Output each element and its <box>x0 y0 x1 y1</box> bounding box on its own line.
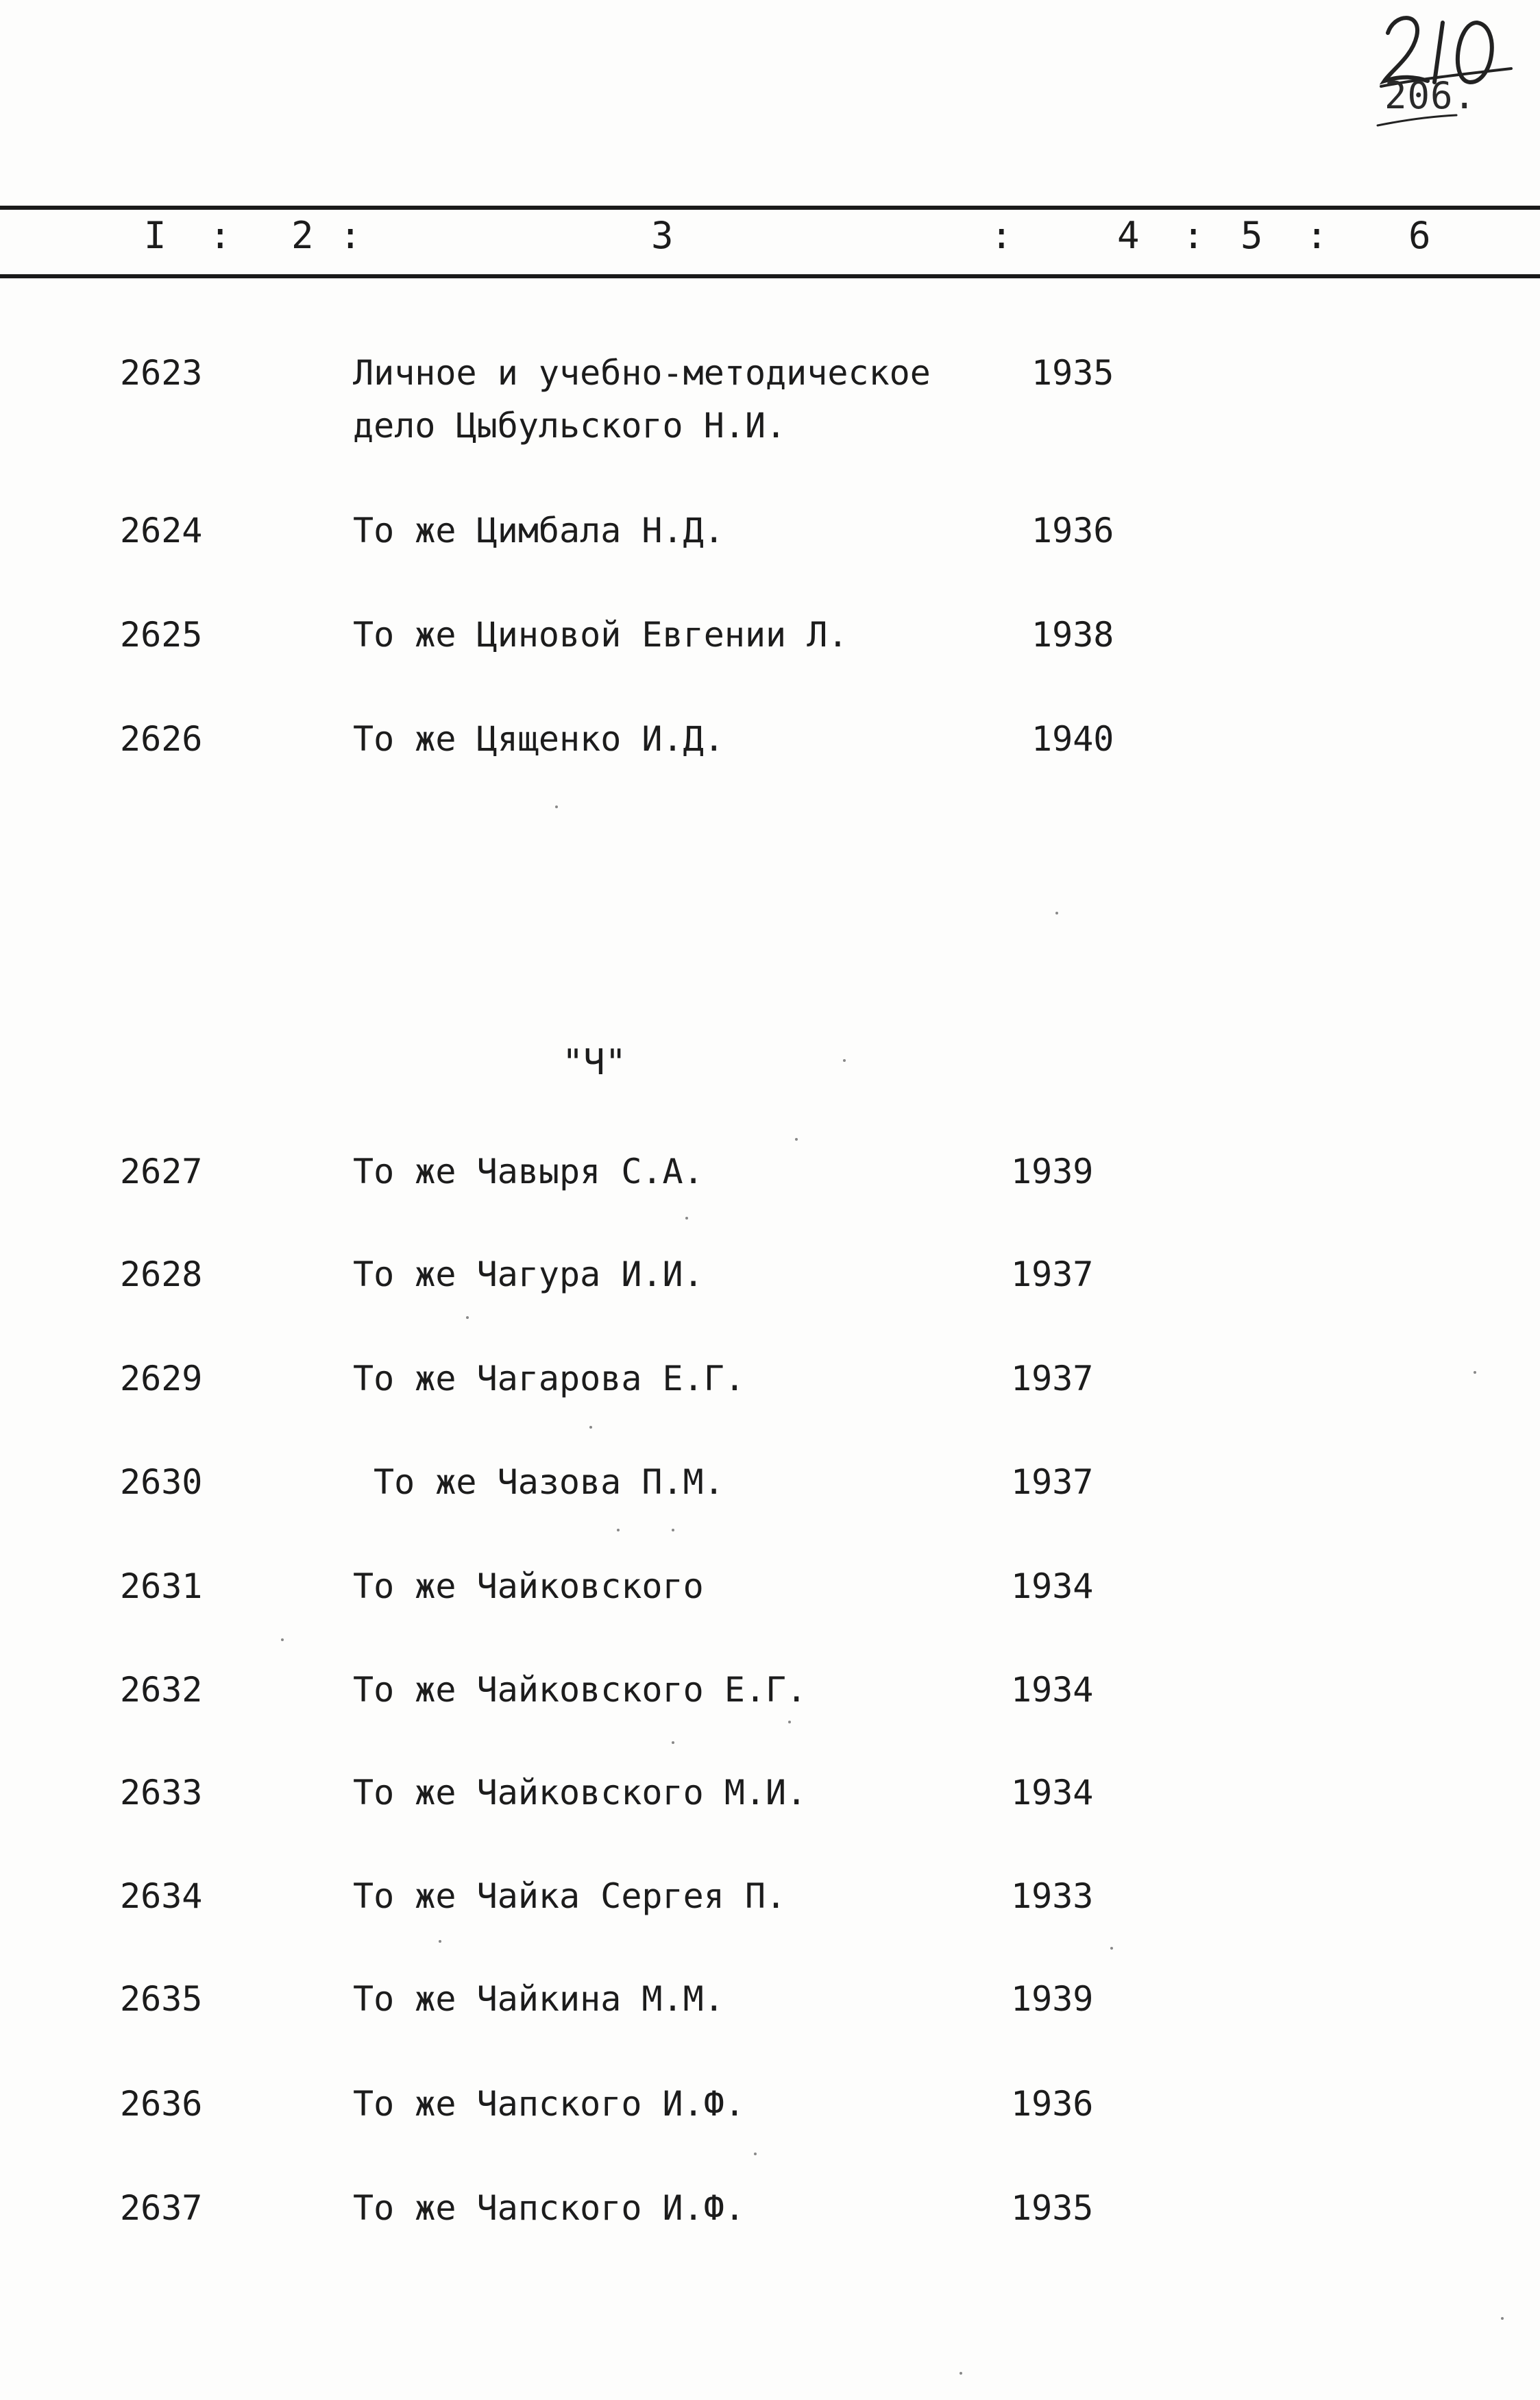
item-year: 1937 <box>1011 1254 1094 1294</box>
column-header-row <box>0 214 1540 269</box>
item-number: 2637 <box>120 2188 203 2228</box>
typed-page-number: 206. <box>1384 74 1477 117</box>
item-number: 2636 <box>120 2084 203 2124</box>
item-number: 2635 <box>120 1979 203 2019</box>
item-title: То же Чазова П.М. <box>374 1462 724 1502</box>
column-header-3: 3 <box>651 214 674 257</box>
list-item <box>0 1152 1540 1207</box>
item-title: Личное и учебно-методическое <box>353 353 931 393</box>
list-item <box>0 1359 1540 1414</box>
column-separator: : <box>339 214 362 257</box>
list-item <box>0 1254 1540 1309</box>
item-number: 2623 <box>120 353 203 393</box>
column-separator: : <box>1182 214 1205 257</box>
item-title: То же Циновой Евгении Л. <box>353 615 848 655</box>
list-item <box>0 511 1540 566</box>
column-header-2: 2 <box>291 214 314 257</box>
item-number: 2624 <box>120 511 203 550</box>
item-number: 2628 <box>120 1254 203 1294</box>
item-year: 1940 <box>1031 719 1114 759</box>
section-heading: "Ч" <box>562 1042 626 1083</box>
item-title: То же Чайковского Е.Г. <box>353 1670 807 1710</box>
item-title: То же Чапского И.Ф. <box>353 2188 745 2228</box>
list-item <box>0 1876 1540 1931</box>
item-title: То же Цященко И.Д. <box>353 719 724 759</box>
list-item <box>0 1566 1540 1621</box>
item-year: 1934 <box>1011 1773 1094 1813</box>
item-year: 1939 <box>1011 1979 1094 2019</box>
item-number: 2630 <box>120 1462 203 1502</box>
item-title: То же Чапского И.Ф. <box>353 2084 745 2124</box>
item-year: 1937 <box>1011 1359 1094 1398</box>
item-title-continuation: дело Цыбульского Н.И. <box>353 406 787 446</box>
column-header-5: 5 <box>1240 214 1263 257</box>
item-year: 1938 <box>1031 615 1114 655</box>
item-title: То же Чайковского <box>353 1566 704 1606</box>
item-number: 2629 <box>120 1359 203 1398</box>
item-number: 2631 <box>120 1566 203 1606</box>
item-title: То же Чайковского М.И. <box>353 1773 807 1813</box>
item-number: 2627 <box>120 1152 203 1191</box>
header-top-rule <box>0 206 1540 210</box>
item-number: 2626 <box>120 719 203 759</box>
item-title: То же Чагарова Е.Г. <box>353 1359 745 1398</box>
item-year: 1937 <box>1011 1462 1094 1502</box>
column-header-1: I <box>144 214 167 257</box>
item-year: 1935 <box>1011 2188 1094 2228</box>
column-separator: : <box>1306 214 1328 257</box>
column-header-6: 6 <box>1408 214 1431 257</box>
item-number: 2625 <box>120 615 203 655</box>
item-title: То же Цимбала Н.Д. <box>353 511 724 550</box>
list-item-continuation <box>0 406 1540 461</box>
list-item <box>0 1979 1540 2034</box>
list-item <box>0 1462 1540 1517</box>
item-year: 1936 <box>1031 511 1114 550</box>
item-number: 2632 <box>120 1670 203 1710</box>
list-item <box>0 1670 1540 1725</box>
item-title: То же Чайкина М.М. <box>353 1979 724 2019</box>
item-title: То же Чагура И.И. <box>353 1254 704 1294</box>
list-item <box>0 2084 1540 2139</box>
list-item <box>0 353 1540 408</box>
header-bottom-rule <box>0 274 1540 278</box>
item-title: То же Чавыря С.А. <box>353 1152 704 1191</box>
item-year: 1934 <box>1011 1566 1094 1606</box>
item-year: 1935 <box>1031 353 1114 393</box>
column-header-4: 4 <box>1117 214 1140 257</box>
item-year: 1939 <box>1011 1152 1094 1191</box>
item-title: То же Чайка Сергея П. <box>353 1876 787 1916</box>
column-separator: : <box>209 214 232 257</box>
column-separator: : <box>990 214 1013 257</box>
list-item <box>0 719 1540 774</box>
item-number: 2634 <box>120 1876 203 1916</box>
list-item <box>0 2188 1540 2243</box>
item-year: 1936 <box>1011 2084 1094 2124</box>
list-item <box>0 615 1540 670</box>
item-year: 1933 <box>1011 1876 1094 1916</box>
list-item <box>0 1773 1540 1828</box>
item-number: 2633 <box>120 1773 203 1813</box>
item-year: 1934 <box>1011 1670 1094 1710</box>
